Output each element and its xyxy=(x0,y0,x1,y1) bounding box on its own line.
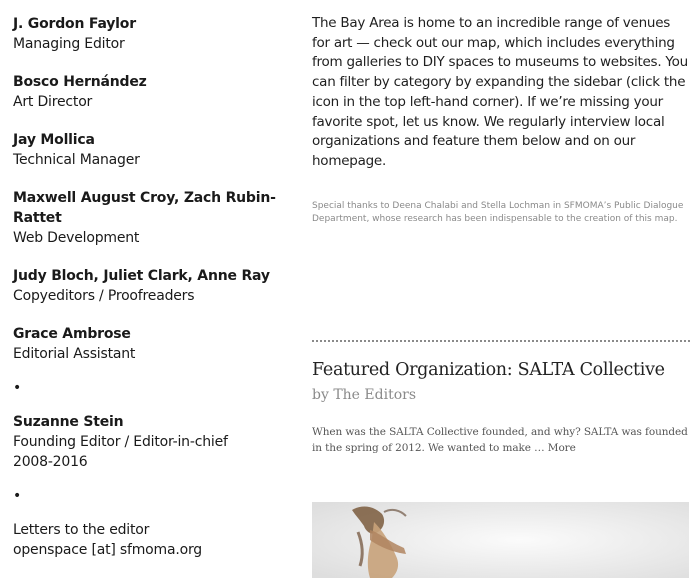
more-link[interactable]: More xyxy=(547,442,576,454)
staff-name: Jay Mollica xyxy=(13,132,95,148)
staff-entry xyxy=(13,130,303,170)
staff-masthead xyxy=(13,14,303,560)
thanks-note: Special thanks to Deena Chalabi and Stella Lochman in SFMOMA’s Public Dialogue Department, whose research has been indispensable to the creation of this map. xyxy=(312,200,684,224)
featured-title[interactable]: Featured Organization: SALTA Collective xyxy=(312,360,665,380)
founder-years: 2008-2016 xyxy=(13,454,88,470)
staff-entry xyxy=(13,188,303,248)
staff-role: Art Director xyxy=(13,94,93,110)
staff-role: Technical Manager xyxy=(13,152,140,168)
separator-bullet: • xyxy=(13,380,22,396)
intro-paragraph: The Bay Area is home to an incredible range of venues for art — check out our map, which includes everything from galleries to DIY spaces to museums to websites. You can filter by category by expanding the sidebar (click the icon in the top left-hand corner). If we’re missing your favorite spot, let us know. We regularly interview local organizations and feature them below and on our homepage. xyxy=(312,15,688,169)
excerpt-text: When was the SALTA Collective founded, and why? SALTA was founded in the spring of 2012. We wanted to make … xyxy=(312,426,688,454)
staff-role: Web Development xyxy=(13,230,140,246)
featured-image[interactable] xyxy=(312,502,689,578)
map-intro-section xyxy=(312,14,690,226)
staff-entry xyxy=(13,14,303,54)
featured-byline: by The Editors xyxy=(312,387,417,403)
staff-role: Editorial Assistant xyxy=(13,346,136,362)
staff-role: Managing Editor xyxy=(13,36,125,52)
founder-entry xyxy=(13,412,303,472)
founder-role: Founding Editor / Editor-in-chief xyxy=(13,434,228,450)
contact-email[interactable]: openspace [at] sfmoma.org xyxy=(13,542,202,558)
separator-bullet: • xyxy=(13,488,22,504)
staff-role: Copyeditors / Proofreaders xyxy=(13,288,195,304)
staff-name: Maxwell August Croy, Zach Rubin-Rattet xyxy=(13,190,276,226)
staff-name: Grace Ambrose xyxy=(13,326,131,342)
staff-entry xyxy=(13,266,303,306)
staff-entry xyxy=(13,72,303,112)
staff-name: Judy Bloch, Juliet Clark, Anne Ray xyxy=(13,268,270,284)
dancer-photo-icon xyxy=(312,502,689,578)
featured-excerpt xyxy=(312,424,690,456)
staff-name: Bosco Hernández xyxy=(13,74,147,90)
contact-label: Letters to the editor xyxy=(13,522,150,538)
featured-organization xyxy=(312,357,690,456)
staff-entry xyxy=(13,324,303,364)
staff-name: J. Gordon Faylor xyxy=(13,16,136,32)
dotted-divider xyxy=(312,340,690,342)
founder-name: Suzanne Stein xyxy=(13,414,124,430)
